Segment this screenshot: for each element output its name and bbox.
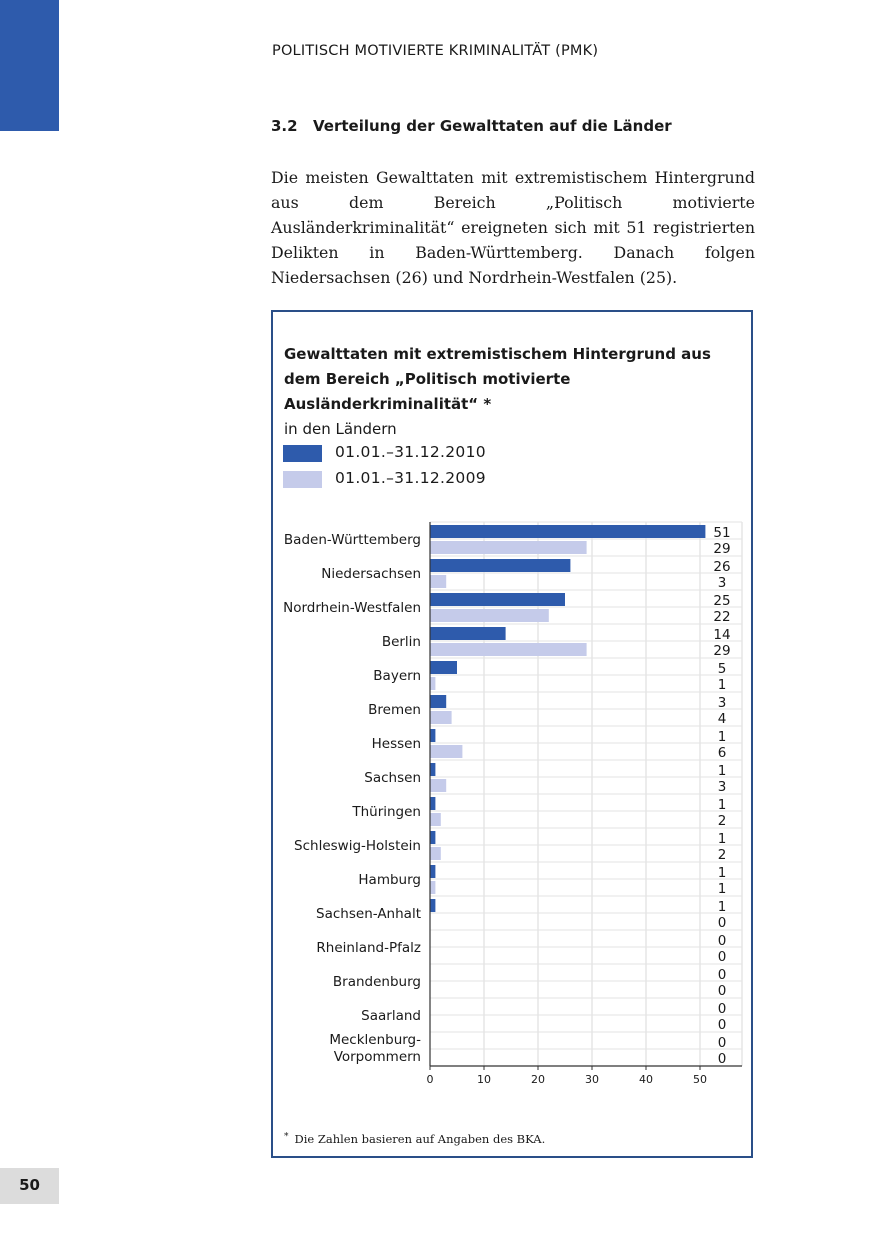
x-tick-label: 50 [693, 1073, 707, 1086]
bar-2010 [430, 559, 570, 572]
data-label-2010: 0 [717, 1001, 727, 1017]
bar-2010 [430, 797, 435, 810]
data-label-2010: 1 [717, 831, 727, 847]
data-label-2009: 29 [713, 541, 731, 557]
x-tick-label: 0 [426, 1073, 434, 1086]
bar-2009 [430, 847, 441, 860]
category-label: Rheinland-Pfalz [316, 940, 421, 956]
data-label-2010: 1 [717, 899, 727, 915]
data-label-2009: 0 [717, 983, 727, 999]
data-label-2009: 4 [717, 711, 727, 727]
data-label-2009: 1 [717, 881, 727, 897]
body-paragraph: Die meisten Gewalttaten mit extremistischem Hintergrund aus dem Bereich „Politisch motivierte Ausländerkriminalität“ ereigneten sich mit 51 registrierten Delikten in Baden-Württemberg. Danach folgen Niedersachsen (26) und Nordrhein-Westfalen (25). [271, 168, 755, 287]
data-label-2010: 0 [717, 1035, 727, 1051]
data-label-2009: 2 [717, 847, 727, 863]
data-label-2009: 0 [717, 949, 727, 965]
legend-label-2010: 01.01.–31.12.2010 [335, 443, 486, 461]
bar-2010 [430, 695, 446, 708]
bar-2010 [430, 899, 435, 912]
category-label: Schleswig-Holstein [294, 838, 421, 854]
data-label-2010: 5 [717, 661, 727, 677]
x-tick-label: 40 [639, 1073, 653, 1086]
data-label-2010: 25 [713, 593, 731, 609]
data-label-2009: 29 [713, 643, 731, 659]
data-label-2010: 1 [717, 797, 727, 813]
legend-label-2009: 01.01.–31.12.2009 [335, 469, 486, 487]
data-label-2009: 0 [717, 1051, 727, 1067]
category-label: Saarland [361, 1008, 421, 1024]
page-number: 50 [19, 1176, 40, 1194]
data-label-2010: 3 [717, 695, 727, 711]
data-label-2010: 1 [717, 865, 727, 881]
data-label-2010: 0 [717, 967, 727, 983]
x-tick-label: 30 [585, 1073, 599, 1086]
category-label: Thüringen [352, 804, 421, 820]
bar-2010 [430, 831, 435, 844]
data-label-2010: 26 [713, 559, 731, 575]
category-label: Sachsen [364, 770, 421, 786]
data-label-2010: 0 [717, 933, 727, 949]
running-header: POLITISCH MOTIVIERTE KRIMINALITÄT (PMK) [272, 43, 599, 59]
bar-2009 [430, 711, 452, 724]
bar-2009 [430, 541, 587, 554]
data-label-2010: 1 [717, 729, 727, 745]
section-number: 3.2 [271, 117, 298, 135]
data-label-2010: 51 [713, 525, 731, 541]
bar-2010 [430, 865, 435, 878]
data-label-2009: 6 [717, 745, 727, 761]
category-label: Baden-Württemberg [283, 532, 421, 548]
chart-subtitle: in den Ländern [284, 420, 397, 438]
data-label-2010: 14 [713, 627, 731, 643]
category-label: Niedersachsen [321, 566, 421, 582]
bar-2009 [430, 643, 587, 656]
data-label-2009: 2 [717, 813, 727, 829]
chart-footnote [284, 1132, 545, 1146]
category-label: Mecklenburg- [329, 1032, 421, 1048]
category-label: Vorpommern [333, 1049, 421, 1065]
data-label-2009: 3 [717, 575, 727, 591]
bar-2010 [430, 763, 435, 776]
category-label: Nordrhein-Westfalen [283, 600, 421, 616]
footnote-marker: * [284, 1132, 289, 1142]
bar-2009 [430, 881, 435, 894]
x-tick-label: 10 [477, 1073, 491, 1086]
bar-2009 [430, 575, 446, 588]
bar-2009 [430, 745, 462, 758]
data-label-2010: 1 [717, 763, 727, 779]
data-label-2009: 1 [717, 677, 727, 693]
category-label: Bremen [368, 702, 421, 718]
bar-2009 [430, 609, 549, 622]
category-label: Sachsen-Anhalt [316, 906, 421, 922]
bar-2009 [430, 677, 435, 690]
data-label-2009: 0 [717, 915, 727, 931]
bar-2010 [430, 627, 506, 640]
x-tick-label: 20 [531, 1073, 545, 1086]
data-label-2009: 22 [713, 609, 731, 625]
section-title: Verteilung der Gewalttaten auf die Länder [313, 117, 672, 135]
bar-2010 [430, 525, 705, 538]
bar-2009 [430, 779, 446, 792]
data-label-2009: 0 [717, 1017, 727, 1033]
bar-2009 [430, 813, 441, 826]
chart-title-main: Gewalttaten mit extremistischem Hintergrund aus dem Bereich „Politisch motivierte Ausländerkriminalität“ * [284, 345, 711, 413]
category-label: Bayern [373, 668, 421, 684]
category-label: Berlin [381, 634, 421, 650]
bar-2010 [430, 661, 457, 674]
footnote-text: Die Zahlen basieren auf Angaben des BKA. [294, 1132, 546, 1146]
bar-2010 [430, 729, 435, 742]
category-label: Hamburg [358, 872, 421, 888]
category-label: Brandenburg [332, 974, 421, 990]
bar-2010 [430, 593, 565, 606]
data-label-2009: 3 [717, 779, 727, 795]
category-label: Hessen [371, 736, 421, 752]
